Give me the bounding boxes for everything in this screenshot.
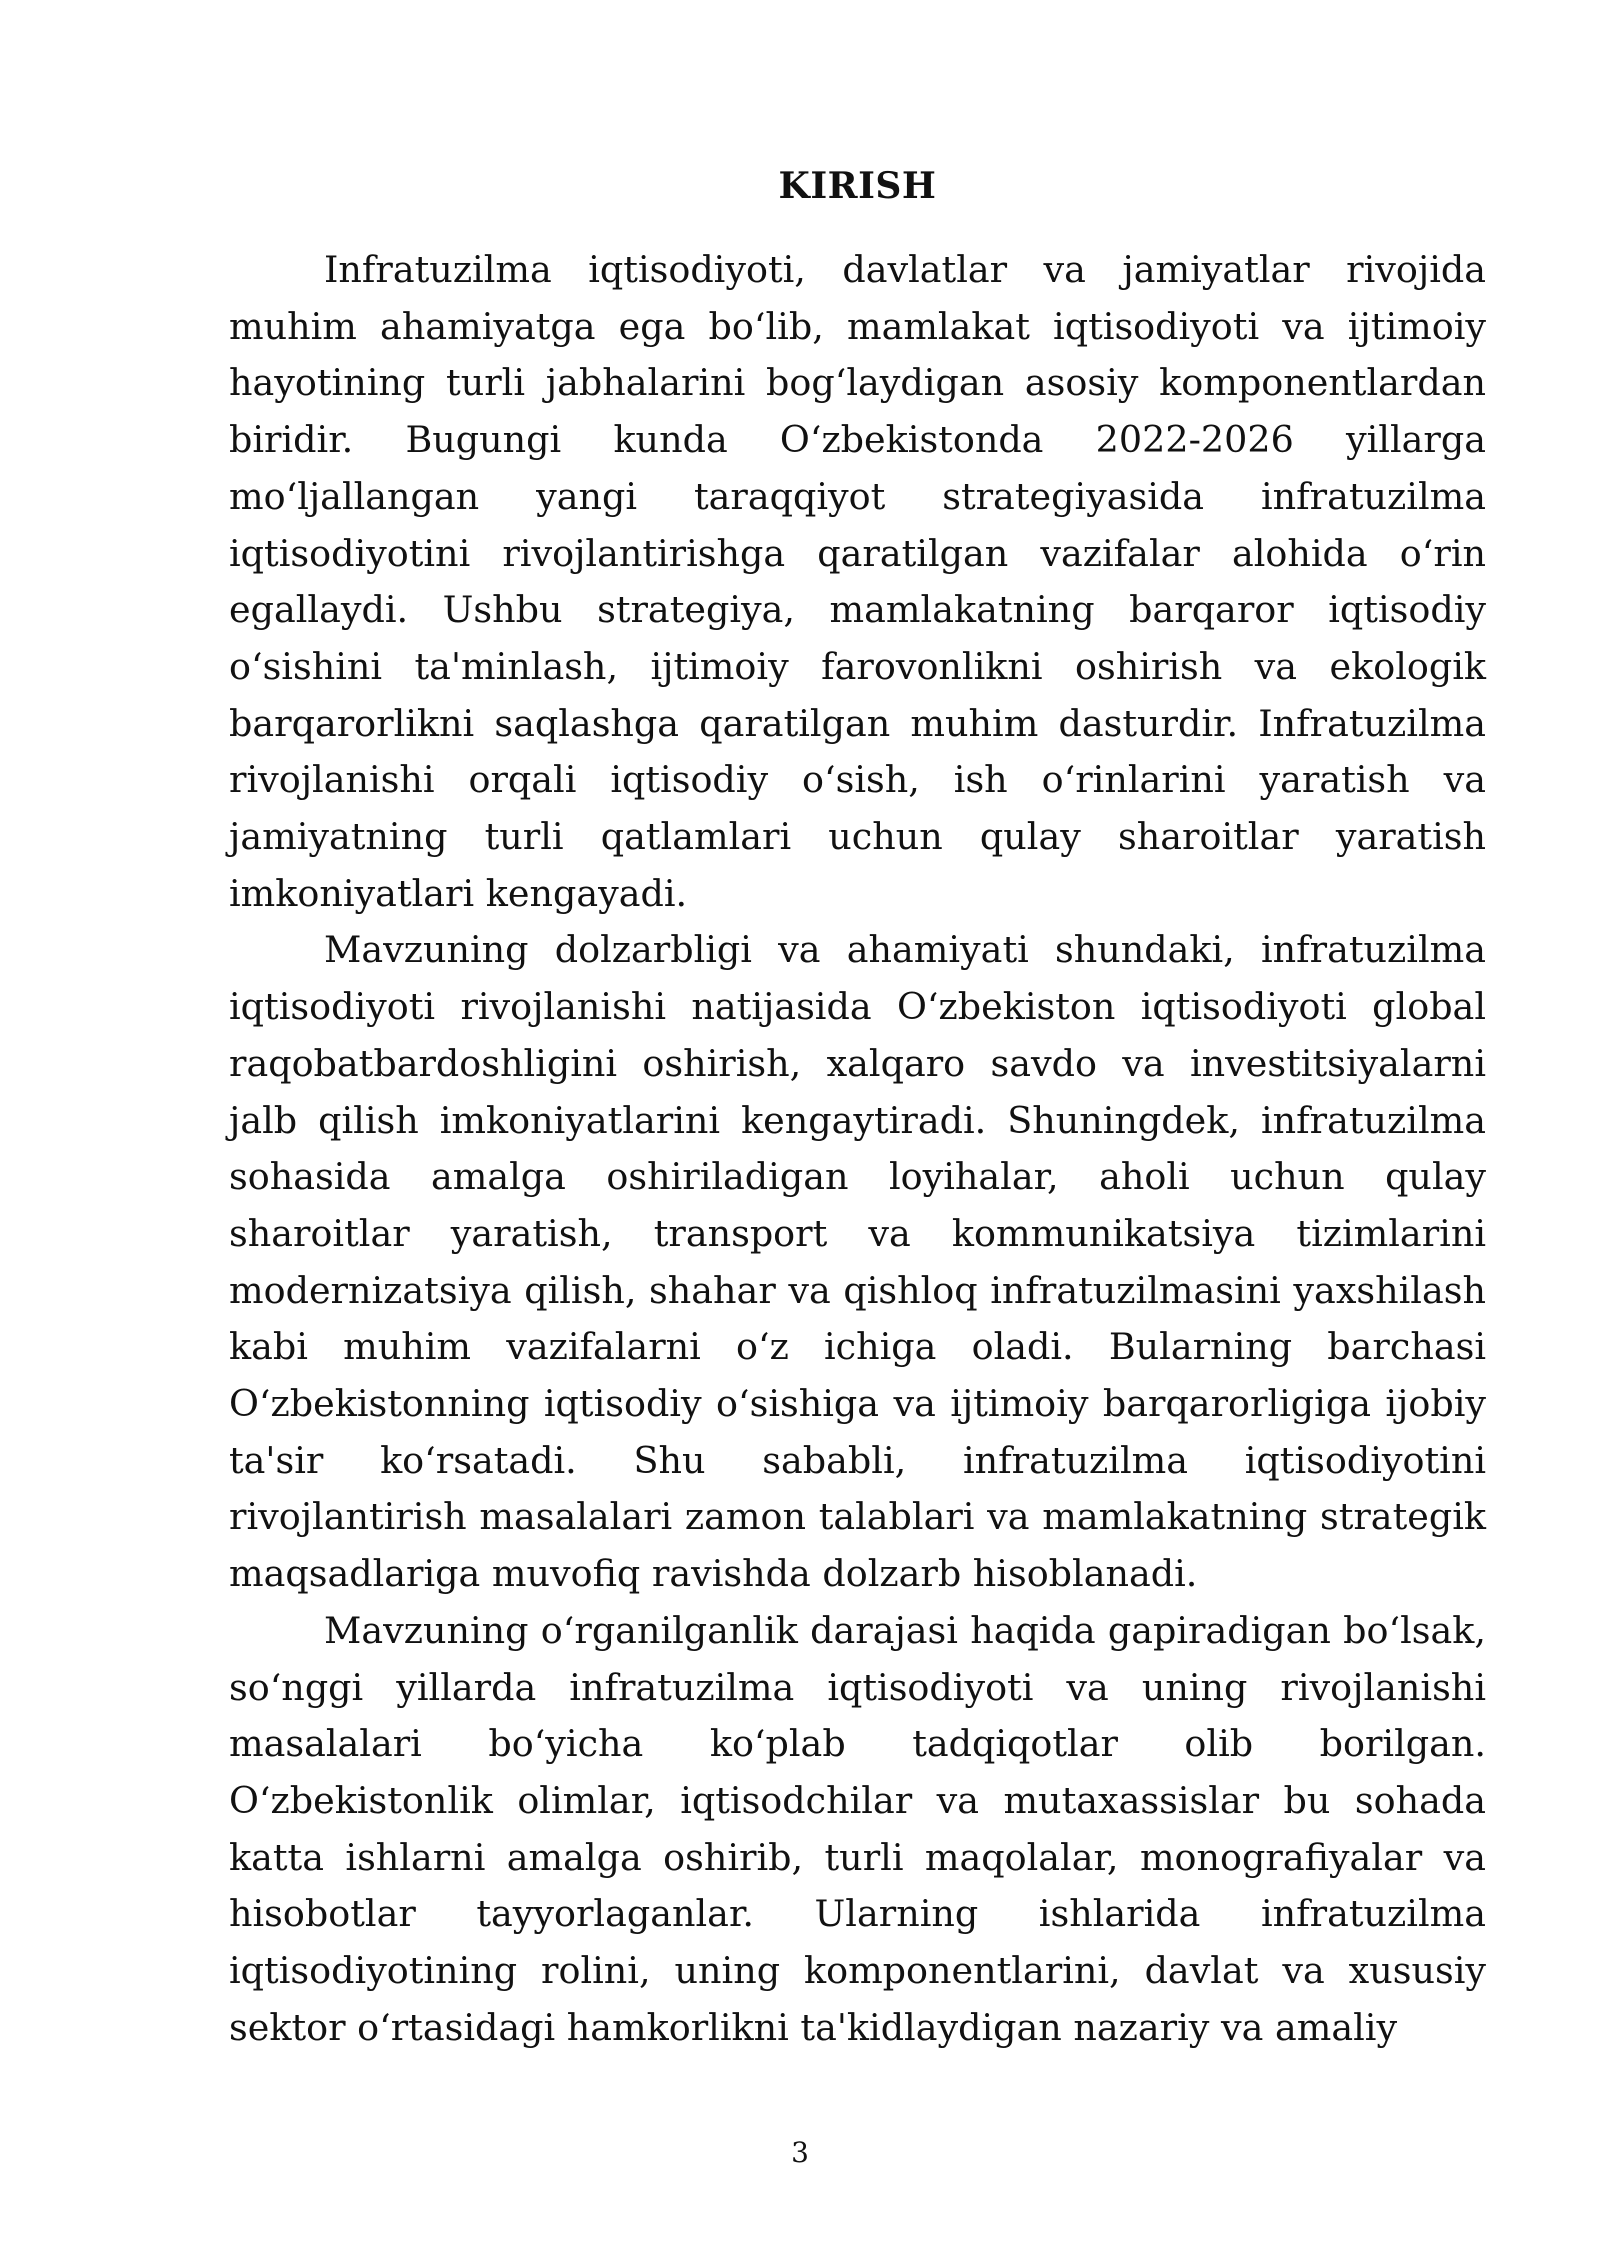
page-number: 3 (791, 2136, 809, 2169)
page-content (229, 158, 1486, 2057)
paragraph-intro: Infratuzilma iqtisodiyoti, davlatlar va jamiyatlar rivojida muhim ahamiyatga ega bo‘lib, mamlakat iqtisodiyoti va ijtimoiy hayotining turli jabhalarini bog‘laydigan asosiy komponentlardan biridir. Bugungi kunda O‘zbekistonda 2022-2026 yillarga mo‘ljallangan yangi taraqqiyot strategiyasida infratuzilma iqtisodiyotini rivojlantirishga qaratilgan vazifalar alohida o‘rin egallaydi. Ushbu strategiya, mamlakatning barqaror iqtisodiy o‘sishini ta'minlash, ijtimoiy farovonlikni oshirish va ekologik barqarorlikni saqlashga qaratilgan muhim dasturdir. Infratuzilma rivojlanishi orqali iqtisodiy o‘sish, ish o‘rinlarini yaratish va jamiyatning turli qatlamlari uchun qulay sharoitlar yaratish imkoniyatlari kengayadi. (229, 248, 1486, 915)
paragraph-relevance: Mavzuning dolzarbligi va ahamiyati shundaki, infratuzilma iqtisodiyoti rivojlanishi natijasida O‘zbekiston iqtisodiyoti global raqobatbardoshligini oshirish, xalqaro savdo va investitsiyalarni jalb qilish imkoniyatlarini kengaytiradi. Shuningdek, infratuzilma sohasida amalga oshiriladigan loyihalar, aholi uchun qulay sharoitlar yaratish, transport va kommunikatsiya tizimlarini modernizatsiya qilish, shahar va qishloq infratuzilmasini yaxshilash kabi muhim vazifalarni o‘z ichiga oladi. Bularning barchasi O‘zbekistonning iqtisodiy o‘sishiga va ijtimoiy barqarorligiga ijobiy ta'sir ko‘rsatadi. Shu sababli, infratuzilma iqtisodiyotini rivojlantirish masalalari zamon talablari va mamlakatning strategik maqsadlariga muvofiq ravishda dolzarb hisoblanadi. (229, 928, 1486, 1596)
page-title: KIRISH (778, 165, 937, 207)
paragraph-study-level: Mavzuning o‘rganilganlik darajasi haqida gapiradigan bo‘lsak, so‘nggi yillarda infratuzilma iqtisodiyoti va uning rivojlanishi masalalari bo‘yicha ko‘plab tadqiqotlar olib borilgan. O‘zbekistonlik olimlar, iqtisodchilar va mutaxassislar bu sohada katta ishlarni amalga oshirib, turli maqolalar, monografiyalar va hisobotlar tayyorlaganlar. Ularning ishlarida infratuzilma iqtisodiyotining rolini, uning komponentlarini, davlat va xususiy sektor o‘rtasidagi hamkorlikni ta'kidlaydigan nazariy va amaliy (229, 1608, 1486, 2049)
